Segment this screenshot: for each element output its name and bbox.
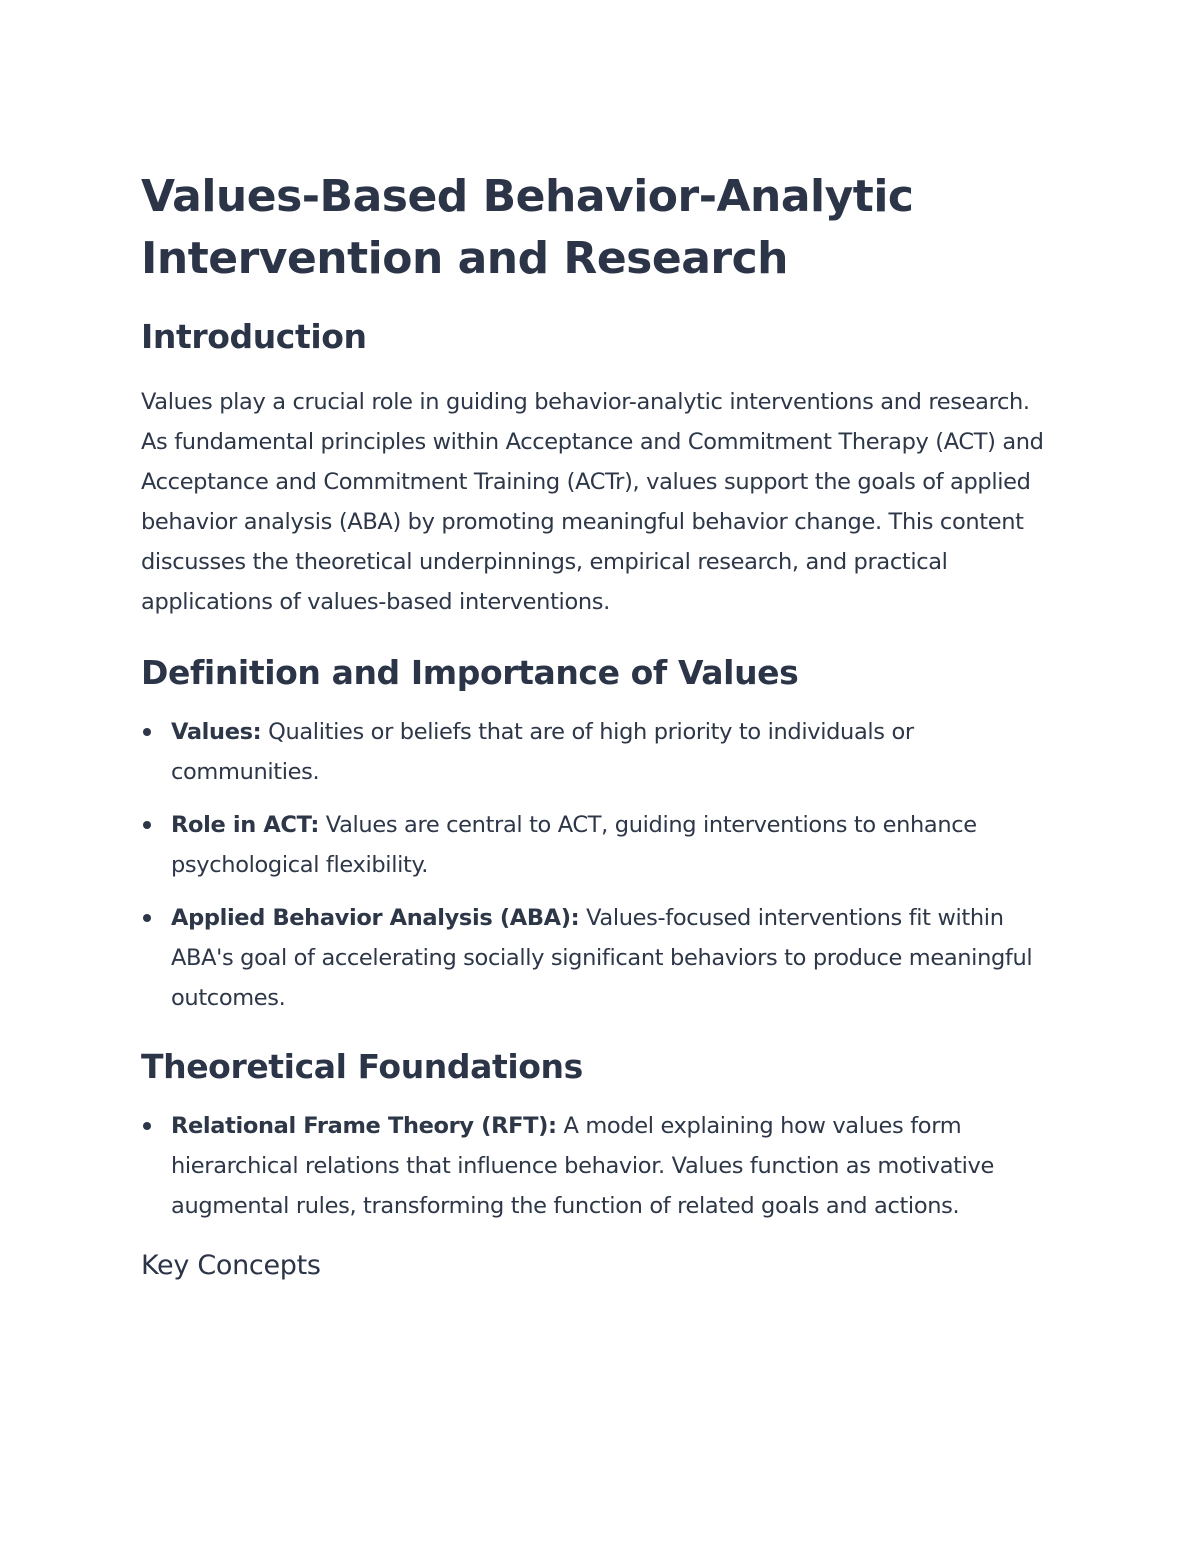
document-page (141, 166, 1061, 1286)
list-item-term: Relational Frame Theory (RFT): (171, 1113, 557, 1139)
list-item-text: Values are central to ACT, guiding interventions to enhance psychological flexibility. (171, 812, 977, 878)
list-item-term: Applied Behavior Analysis (ABA): (171, 905, 580, 931)
list-item-text: Values-focused interventions fit within ABA's goal of accelerating socially significant behaviors to produce meaningful outcomes. (171, 905, 1033, 1011)
key-concepts-subheading: Key Concepts (141, 1250, 321, 1281)
definition-list (141, 712, 1061, 1018)
list-item (141, 898, 1061, 1018)
list-item (141, 805, 1061, 885)
theory-list (141, 1106, 1061, 1226)
bullet-icon (143, 821, 151, 829)
theory-heading: Theoretical Foundations (141, 1047, 583, 1086)
list-item-term: Values: (171, 719, 262, 745)
list-item (141, 712, 1061, 792)
bullet-icon (143, 914, 151, 922)
definition-heading: Definition and Importance of Values (141, 653, 799, 692)
list-item (141, 1106, 1061, 1226)
document-title: Values-Based Behavior-Analytic Intervention and Research (141, 171, 914, 284)
introduction-paragraph: Values play a crucial role in guiding behavior-analytic interventions and research. As fundamental principles within Acceptance and Commitment Therapy (ACT) and Acceptance and Commitment Training (ACTr), values support the goals of applied behavior analysis (ABA) by promoting meaningful behavior change. This content discusses the theoretical underpinnings, empirical research, and practical applications of values-based interventions. (141, 389, 1044, 615)
bullet-icon (143, 1122, 151, 1130)
list-item-term: Role in ACT: (171, 812, 319, 838)
introduction-heading: Introduction (141, 317, 367, 356)
bullet-icon (143, 728, 151, 736)
list-item-text: A model explaining how values form hierarchical relations that influence behavior. Values function as motivative augmental rules, transforming the function of related goals and actions. (171, 1113, 994, 1219)
list-item-text: Qualities or beliefs that are of high priority to individuals or communities. (171, 719, 914, 785)
